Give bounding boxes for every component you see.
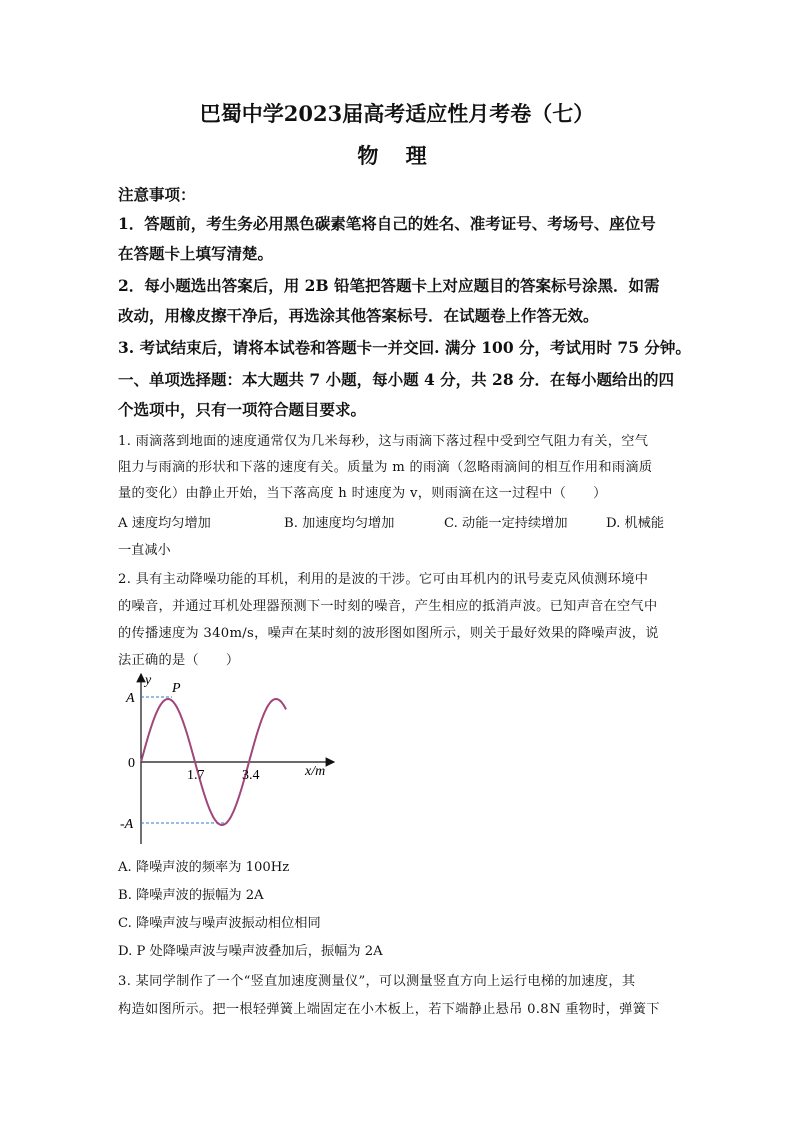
q3-line-2: 构造如图所示。把一根轻弹簧上端固定在小木板上，若下端静止悬吊 0.8N 重物时，弹簧下	[118, 1002, 660, 1017]
section-heading-line-1: 一、单项选择题：本大题共 7 小题，每小题 4 分，共 28 分．在每小题给出的四	[118, 370, 675, 389]
amplitude-label-positive: A	[126, 691, 135, 706]
notice-item-1-line-1: 1．答题前，考生务必用黑色碳素笔将自己的姓名、准考证号、考场号、座位号	[118, 214, 656, 233]
q1-option-a: A 速度均匀增加	[118, 516, 211, 531]
q2-line-2: 的噪音，并通过耳机处理器预测下一时刻的噪音，产生相应的抵消声波。已知声音在空气中	[118, 599, 658, 614]
x-axis-label: x/m	[305, 764, 326, 779]
notice-item-1-line-2: 在答题卡上填写清楚。	[118, 244, 274, 263]
peak-label: P	[172, 681, 181, 696]
q2-option-d: D. P 处降噪声波与噪声波叠加后，振幅为 2A	[118, 944, 383, 959]
q1-line-2: 阻力与雨滴的形状和下落的速度有关。质量为 m 的雨滴（忽略雨滴间的相互作用和雨滴质	[118, 460, 653, 475]
section-heading-line-2: 个选项中，只有一项符合题目要求。	[118, 400, 367, 419]
notice-item-3: 3. 考试结束后，请将本试卷和答题卡一并交回. 满分 100 分，考试用时 75 分钟。	[118, 338, 691, 357]
q3-line-1: 3. 某同学制作了一个“竖直加速度测量仪”，可以测量竖直方向上运行电梯的加速度，其	[118, 974, 636, 989]
notice-item-2-line-2: 改动，用橡皮擦干净后，再选涂其他答案标号．在试题卷上作答无效。	[118, 306, 599, 325]
q2-option-a: A. 降噪声波的频率为 100Hz	[118, 860, 290, 875]
x-tick-2: 3.4	[242, 768, 260, 783]
q1-line-1: 1. 雨滴落到地面的速度通常仅为几米每秒，这与雨滴下落过程中受到空气阻力有关，空气	[118, 434, 649, 449]
amplitude-label-negative: -A	[120, 817, 134, 832]
q1-option-c: C. 动能一定持续增加	[444, 516, 568, 531]
q1-line-3: 量的变化）由静止开始，当下落高度 h 时速度为 v，则雨滴在这一过程中（ ）	[118, 486, 607, 501]
q2-option-b: B. 降噪声波的振幅为 2A	[118, 888, 264, 903]
q2-line-3: 的传播速度为 340m/s，噪声在某时刻的波形图如图所示，则关于最好效果的降噪声波，说	[118, 626, 659, 641]
q1-option-b: B. 加速度均匀增加	[284, 516, 395, 531]
x-tick-1: 1.7	[187, 768, 205, 783]
y-axis-label: y	[145, 673, 152, 688]
q2-line-1: 2. 具有主动降噪功能的耳机，利用的是波的干涉。它可由耳机内的讯号麦克风侦测环境中	[118, 572, 649, 587]
q1-option-d-continued: 一直减小	[118, 543, 171, 558]
q2-option-c: C. 降噪声波与噪声波振动相位相同	[118, 916, 321, 931]
wave-figure	[112, 668, 342, 850]
page-title: 巴蜀中学2023届高考适应性月考卷（七）	[199, 101, 595, 126]
notice-heading: 注意事项：	[118, 185, 196, 204]
q2-line-4: 法正确的是（ ）	[118, 653, 240, 668]
notice-item-2-line-1: 2．每小题选出答案后，用 2B 铅笔把答题卡上对应题目的答案标号涂黑．如需	[118, 276, 660, 295]
q1-option-d: D. 机械能	[606, 516, 665, 531]
origin-label: 0	[128, 756, 135, 771]
subject-title: 物 理	[357, 143, 437, 168]
